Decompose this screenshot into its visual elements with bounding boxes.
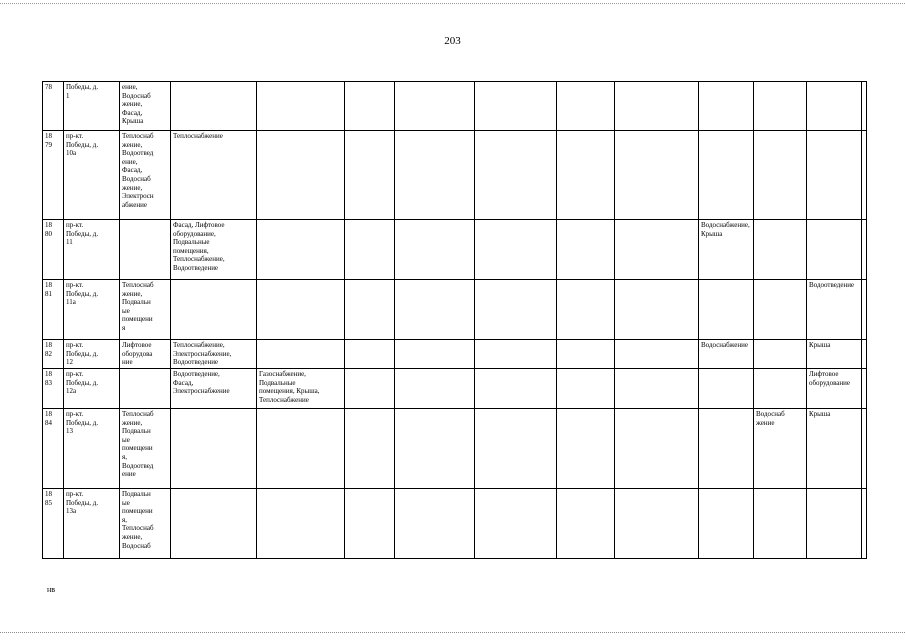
schedule-cell [807, 82, 862, 131]
address-line: 11 [66, 238, 73, 247]
works-line: Водоотвед [122, 461, 154, 470]
works-line: помещени [122, 315, 153, 324]
works-line: жение, [122, 289, 143, 298]
schedule-cell-line: помещения, [173, 246, 209, 255]
schedule-cell [699, 340, 754, 369]
address-line: пр-кт. [66, 281, 84, 289]
schedule-cell-line: Водоотведение [809, 281, 855, 289]
works-line: я [122, 323, 126, 332]
schedule-cell-line: Крыша [809, 341, 831, 349]
schedule-cell [557, 340, 615, 369]
schedule-cell [699, 280, 754, 340]
address-cell [64, 280, 120, 340]
schedule-cell [257, 369, 345, 409]
works-line: Крыша [122, 117, 144, 126]
schedule-cell [615, 489, 699, 559]
address-line: 12 [66, 358, 73, 367]
schedule-cell [475, 489, 557, 559]
schedule-cell [475, 340, 557, 369]
schedule-cell [475, 369, 557, 409]
schedule-cell [807, 369, 862, 409]
table-row [43, 220, 867, 280]
works-line: ение, [122, 157, 138, 166]
address-cell [64, 489, 120, 559]
address-line: 12а [66, 387, 77, 396]
address-line: Победы, д. [66, 289, 99, 298]
repair-schedule-table [42, 81, 867, 559]
row-number-cell [43, 220, 64, 280]
works-line: Электросн [122, 192, 154, 201]
schedule-cell [557, 369, 615, 409]
row-number-part: 82 [45, 349, 52, 358]
schedule-cell-line: Подвальные [173, 238, 210, 247]
row-number-part: 83 [45, 378, 52, 387]
schedule-cell-line: Водоотведение [173, 263, 219, 272]
works-line: я, [122, 452, 127, 461]
works-line: ние [122, 358, 133, 367]
schedule-cell [699, 409, 754, 489]
works-cell [120, 489, 171, 559]
table-row [43, 369, 867, 409]
works-cell [120, 369, 171, 409]
schedule-cell [754, 82, 807, 131]
schedule-cell-line: оборудование [809, 378, 851, 387]
works-line: Подвальн [122, 427, 151, 436]
schedule-cell [862, 82, 867, 131]
schedule-cell [699, 489, 754, 559]
schedule-cell [699, 369, 754, 409]
works-line: Подвальн [122, 298, 151, 307]
works-line: Фасад, [122, 166, 143, 175]
address-line: Победы, д. [66, 418, 99, 427]
schedule-cell-line: помещения, Крыша, [259, 387, 320, 396]
schedule-cell [862, 131, 867, 220]
address-line: 13а [66, 507, 77, 516]
schedule-cell [475, 220, 557, 280]
row-number-part: 79 [45, 140, 52, 149]
address-line: Победы, д. [66, 498, 99, 507]
schedule-cell [475, 82, 557, 131]
schedule-cell-line: Подвальные [259, 378, 296, 387]
schedule-cell [862, 369, 867, 409]
schedule-cell [475, 131, 557, 220]
schedule-cell [557, 489, 615, 559]
schedule-cell [171, 131, 257, 220]
row-number-part: 18 [45, 341, 52, 349]
schedule-cell [475, 409, 557, 489]
schedule-cell [862, 409, 867, 489]
schedule-cell [557, 82, 615, 131]
schedule-cell [557, 409, 615, 489]
schedule-cell [345, 131, 395, 220]
schedule-cell [615, 220, 699, 280]
row-number-cell [43, 82, 64, 131]
schedule-cell [257, 489, 345, 559]
schedule-cell [395, 409, 475, 489]
schedule-cell [754, 489, 807, 559]
works-line: ые [122, 306, 130, 315]
schedule-cell [699, 82, 754, 131]
schedule-cell [615, 409, 699, 489]
works-line: жение, [122, 183, 143, 192]
address-cell [64, 369, 120, 409]
works-line: жение, [122, 418, 143, 427]
schedule-cell [345, 369, 395, 409]
schedule-cell [395, 340, 475, 369]
schedule-cell [171, 280, 257, 340]
row-number-cell [43, 131, 64, 220]
row-number-part: 18 [45, 490, 52, 498]
works-line: Теплоснаб [122, 132, 154, 140]
schedule-cell [257, 82, 345, 131]
row-number-part: 84 [45, 418, 52, 427]
schedule-cell-line: Теплоснабжение [173, 132, 223, 140]
schedule-cell [345, 220, 395, 280]
table-row [43, 489, 867, 559]
table-row [43, 82, 867, 131]
address-line: Победы, д. [66, 229, 99, 238]
schedule-cell-line: Крыша [809, 410, 831, 418]
schedule-cell-line: Электроснабжение, [173, 349, 232, 358]
schedule-cell [345, 489, 395, 559]
works-line: Лифтовое [122, 341, 152, 349]
works-line: Водоотвед [122, 149, 154, 158]
schedule-cell [615, 340, 699, 369]
schedule-cell-line: Фасад, Лифтовое [173, 221, 225, 229]
schedule-cell-line: Водоснабжение, [701, 221, 750, 229]
works-line: оборудова [122, 349, 153, 358]
schedule-cell [754, 409, 807, 489]
works-line: ение, [122, 83, 138, 91]
schedule-cell [395, 131, 475, 220]
schedule-cell [345, 280, 395, 340]
address-line: Победы, д. [66, 378, 99, 387]
schedule-cell-line: Теплоснабжение [259, 395, 309, 404]
schedule-cell-line: Фасад, [173, 378, 194, 387]
works-line: я, [122, 515, 127, 524]
works-line: помещени [122, 507, 153, 516]
works-cell [120, 409, 171, 489]
works-line: Водоснаб [122, 91, 151, 100]
row-number-part: 85 [45, 498, 52, 507]
row-number-part: 18 [45, 281, 52, 289]
table-row [43, 409, 867, 489]
schedule-cell [257, 409, 345, 489]
schedule-cell-line: Газоснабжение, [259, 370, 306, 378]
schedule-cell [257, 280, 345, 340]
schedule-cell [257, 220, 345, 280]
address-line: пр-кт. [66, 132, 84, 140]
schedule-cell [395, 280, 475, 340]
row-number-part: 18 [45, 221, 52, 229]
schedule-cell-line: Крыша [701, 229, 723, 238]
works-cell [120, 131, 171, 220]
address-line: Победы, д. [66, 83, 99, 91]
row-number-part: 18 [45, 132, 52, 140]
works-line: Водоснаб [122, 174, 151, 183]
works-line: ые [122, 435, 130, 444]
works-line: жение, [122, 140, 143, 149]
table-row [43, 131, 867, 220]
schedule-cell-line: Теплоснабжение, [173, 341, 225, 349]
works-line: Водоснаб [122, 541, 151, 550]
works-line: ые [122, 498, 130, 507]
works-cell [120, 220, 171, 280]
row-number-part: 81 [45, 289, 52, 298]
schedule-cell [862, 280, 867, 340]
schedule-cell [557, 220, 615, 280]
schedule-cell [557, 131, 615, 220]
address-cell [64, 220, 120, 280]
schedule-cell [807, 280, 862, 340]
schedule-cell [807, 131, 862, 220]
schedule-cell [754, 340, 807, 369]
schedule-cell [862, 220, 867, 280]
address-line: пр-кт. [66, 370, 84, 378]
schedule-cell [615, 82, 699, 131]
schedule-cell [615, 131, 699, 220]
address-line: пр-кт. [66, 410, 84, 418]
schedule-cell [754, 280, 807, 340]
schedule-cell [171, 82, 257, 131]
schedule-cell-line: Водоснабжение [701, 341, 749, 349]
schedule-cell-line: Водоотведение [173, 358, 219, 367]
schedule-cell-line: Лифтовое [809, 370, 839, 378]
address-line: пр-кт. [66, 490, 84, 498]
address-line: Победы, д. [66, 140, 99, 149]
schedule-cell [862, 489, 867, 559]
schedule-cell [475, 280, 557, 340]
schedule-cell [807, 340, 862, 369]
schedule-cell [171, 489, 257, 559]
works-cell [120, 340, 171, 369]
works-cell [120, 280, 171, 340]
table-row [43, 280, 867, 340]
works-line: Теплоснаб [122, 524, 154, 533]
schedule-cell [257, 131, 345, 220]
works-cell [120, 82, 171, 131]
address-line: 11а [66, 298, 76, 307]
row-number-part: 18 [45, 370, 52, 378]
schedule-cell [171, 369, 257, 409]
schedule-cell-line: Водоснаб [756, 410, 785, 418]
works-line: Фасад, [122, 108, 143, 117]
schedule-cell [395, 220, 475, 280]
row-number-part: 80 [45, 229, 52, 238]
schedule-cell [395, 82, 475, 131]
address-cell [64, 131, 120, 220]
scan-edge-bottom [0, 632, 905, 633]
schedule-cell [807, 409, 862, 489]
address-line: пр-кт. [66, 221, 84, 229]
row-number-cell [43, 340, 64, 369]
schedule-cell-line: Теплоснабжение, [173, 255, 225, 264]
schedule-cell [615, 280, 699, 340]
schedule-cell [171, 340, 257, 369]
schedule-cell [699, 220, 754, 280]
schedule-cell [257, 340, 345, 369]
address-line: 1 [66, 91, 70, 100]
address-cell [64, 409, 120, 489]
schedule-cell [171, 220, 257, 280]
schedule-cell-line: Водоотведение, [173, 370, 220, 378]
works-line: ение [122, 470, 136, 479]
schedule-cell [345, 340, 395, 369]
row-number-cell [43, 409, 64, 489]
schedule-cell [699, 131, 754, 220]
schedule-cell-line: Электроснабжение [173, 387, 230, 396]
schedule-cell [754, 131, 807, 220]
address-line: 13 [66, 427, 73, 436]
works-line: жение, [122, 532, 143, 541]
schedule-cell-line: жение [756, 418, 775, 427]
address-line: пр-кт. [66, 341, 84, 349]
row-number-cell [43, 489, 64, 559]
row-number-part: 18 [45, 410, 52, 418]
address-line: Победы, д. [66, 349, 99, 358]
table-row [43, 340, 867, 369]
works-line: помещени [122, 444, 153, 453]
row-number-cell [43, 280, 64, 340]
page-number: 203 [444, 35, 461, 47]
schedule-cell [395, 489, 475, 559]
works-line: жение, [122, 100, 143, 109]
works-line: Теплоснаб [122, 281, 154, 289]
address-cell [64, 340, 120, 369]
schedule-cell [171, 409, 257, 489]
footer-mark: нв [47, 585, 56, 594]
works-line: абжение [122, 200, 147, 209]
schedule-cell [807, 489, 862, 559]
row-number-cell [43, 369, 64, 409]
schedule-cell [345, 82, 395, 131]
works-line: Теплоснаб [122, 410, 154, 418]
schedule-cell-line: оборудование, [173, 229, 216, 238]
row-number-part: 78 [45, 83, 52, 91]
scan-edge-top [0, 3, 905, 4]
address-cell [64, 82, 120, 131]
schedule-cell [807, 220, 862, 280]
schedule-cell [557, 280, 615, 340]
schedule-cell [345, 409, 395, 489]
address-line: 10а [66, 149, 77, 158]
schedule-cell [615, 369, 699, 409]
schedule-cell [862, 340, 867, 369]
schedule-cell [754, 220, 807, 280]
schedule-cell [395, 369, 475, 409]
schedule-cell [754, 369, 807, 409]
works-line: Подвальн [122, 490, 151, 498]
